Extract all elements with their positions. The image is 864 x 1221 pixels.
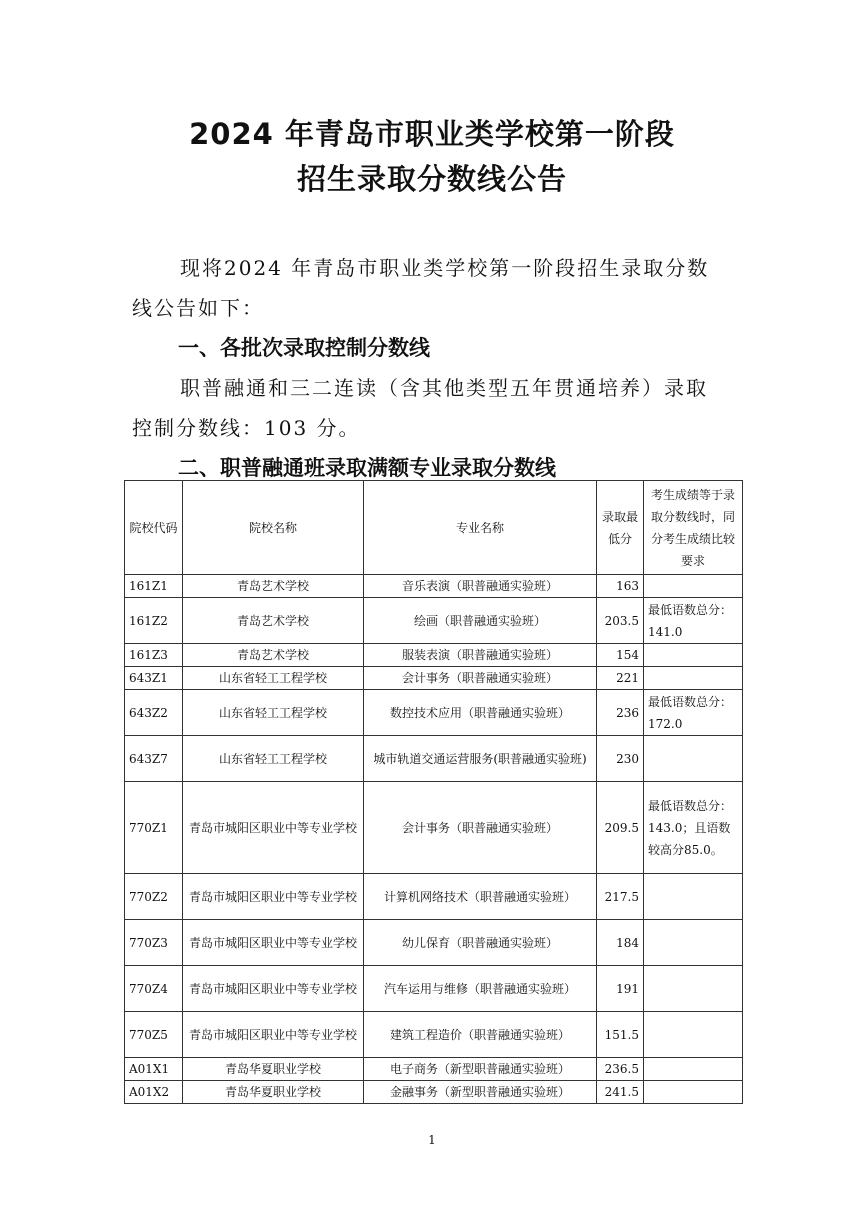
cell-code: 770Z2 <box>125 874 183 920</box>
header-score: 录取最低分 <box>597 481 644 575</box>
cell-score: 203.5 <box>597 598 644 644</box>
cell-code: 161Z3 <box>125 644 183 667</box>
cell-code: 770Z3 <box>125 920 183 966</box>
cell-requirement: 最低语数总分：143.0；且语数较高分85.0。 <box>644 782 743 874</box>
cell-requirement <box>644 736 743 782</box>
cell-code: 770Z5 <box>125 1012 183 1058</box>
cell-major: 服装表演（职普融通实验班） <box>364 644 597 667</box>
cell-code: 643Z7 <box>125 736 183 782</box>
cell-code: 770Z1 <box>125 782 183 874</box>
cell-school: 青岛市城阳区职业中等专业学校 <box>183 782 364 874</box>
cell-major: 数控技术应用（职普融通实验班） <box>364 690 597 736</box>
cell-school: 青岛市城阳区职业中等专业学校 <box>183 1012 364 1058</box>
cell-major: 建筑工程造价（职普融通实验班） <box>364 1012 597 1058</box>
table-row <box>125 575 743 598</box>
cell-score: 241.5 <box>597 1081 644 1104</box>
table-row <box>125 667 743 690</box>
cell-major: 计算机网络技术（职普融通实验班） <box>364 874 597 920</box>
cell-code: 770Z4 <box>125 966 183 1012</box>
table-row <box>125 874 743 920</box>
cell-school: 青岛华夏职业学校 <box>183 1058 364 1081</box>
section1-line-2: 控制分数线：103 分。 <box>132 416 361 440</box>
header-code: 院校代码 <box>125 481 183 575</box>
cell-school: 青岛市城阳区职业中等专业学校 <box>183 966 364 1012</box>
cell-school: 山东省轻工工程学校 <box>183 690 364 736</box>
cell-score: 184 <box>597 920 644 966</box>
cell-score: 151.5 <box>597 1012 644 1058</box>
cell-requirement <box>644 920 743 966</box>
table-row <box>125 920 743 966</box>
header-requirement: 考生成绩等于录取分数线时，同分考生成绩比较要求 <box>644 481 743 575</box>
cell-requirement <box>644 575 743 598</box>
cell-requirement <box>644 1081 743 1104</box>
cell-major: 绘画（职普融通实验班） <box>364 598 597 644</box>
table-header-row <box>125 481 743 575</box>
title-line-1: 2024 年青岛市职业类学校第一阶段 <box>189 117 675 151</box>
header-school: 院校名称 <box>183 481 364 575</box>
table-row <box>125 966 743 1012</box>
cell-score: 209.5 <box>597 782 644 874</box>
cell-major: 会计事务（职普融通实验班） <box>364 667 597 690</box>
cell-school: 青岛艺术学校 <box>183 644 364 667</box>
cell-code: 643Z2 <box>125 690 183 736</box>
cell-major: 金融事务（新型职普融通实验班） <box>364 1081 597 1104</box>
cell-requirement <box>644 1058 743 1081</box>
cell-major: 幼儿保育（职普融通实验班） <box>364 920 597 966</box>
intro-line-1: 现将2024 年青岛市职业类学校第一阶段招生录取分数 <box>180 256 710 280</box>
cell-score: 154 <box>597 644 644 667</box>
section1-line-1: 职普融通和三二连读（含其他类型五年贯通培养）录取 <box>180 376 708 400</box>
title-line-2: 招生录取分数线公告 <box>296 162 567 196</box>
table-row <box>125 782 743 874</box>
cell-code: 643Z1 <box>125 667 183 690</box>
cell-requirement: 最低语数总分：141.0 <box>644 598 743 644</box>
cell-major: 会计事务（职普融通实验班） <box>364 782 597 874</box>
page-number: 1 <box>428 1133 436 1147</box>
table-row <box>125 1058 743 1081</box>
cell-major: 音乐表演（职普融通实验班） <box>364 575 597 598</box>
table-row <box>125 1081 743 1104</box>
table-row <box>125 736 743 782</box>
cell-score: 217.5 <box>597 874 644 920</box>
cell-school: 青岛艺术学校 <box>183 575 364 598</box>
table-row <box>125 690 743 736</box>
cell-major: 电子商务（新型职普融通实验班） <box>364 1058 597 1081</box>
section2-heading: 二、职普融通班录取满额专业录取分数线 <box>178 456 556 480</box>
cell-major: 汽车运用与维修（职普融通实验班） <box>364 966 597 1012</box>
table-row <box>125 644 743 667</box>
cell-requirement: 最低语数总分：172.0 <box>644 690 743 736</box>
cell-school: 青岛华夏职业学校 <box>183 1081 364 1104</box>
cell-school: 青岛艺术学校 <box>183 598 364 644</box>
cell-score: 221 <box>597 667 644 690</box>
cell-school: 青岛市城阳区职业中等专业学校 <box>183 920 364 966</box>
cell-score: 230 <box>597 736 644 782</box>
section1-heading: 一、各批次录取控制分数线 <box>178 336 430 360</box>
header-major: 专业名称 <box>364 481 597 575</box>
cell-school: 山东省轻工工程学校 <box>183 736 364 782</box>
table-body <box>125 575 743 1104</box>
cell-requirement <box>644 874 743 920</box>
cell-score: 163 <box>597 575 644 598</box>
score-table <box>124 480 743 1104</box>
cell-school: 山东省轻工工程学校 <box>183 667 364 690</box>
cell-major: 城市轨道交通运营服务(职普融通实验班) <box>364 736 597 782</box>
cell-requirement <box>644 644 743 667</box>
cell-school: 青岛市城阳区职业中等专业学校 <box>183 874 364 920</box>
table-row <box>125 1012 743 1058</box>
cell-requirement <box>644 1012 743 1058</box>
cell-requirement <box>644 966 743 1012</box>
table-row <box>125 598 743 644</box>
cell-code: 161Z1 <box>125 575 183 598</box>
cell-score: 236.5 <box>597 1058 644 1081</box>
intro-line-2: 线公告如下： <box>132 296 264 320</box>
cell-code: A01X2 <box>125 1081 183 1104</box>
cell-requirement <box>644 667 743 690</box>
cell-score: 236 <box>597 690 644 736</box>
cell-code: 161Z2 <box>125 598 183 644</box>
cell-code: A01X1 <box>125 1058 183 1081</box>
cell-score: 191 <box>597 966 644 1012</box>
